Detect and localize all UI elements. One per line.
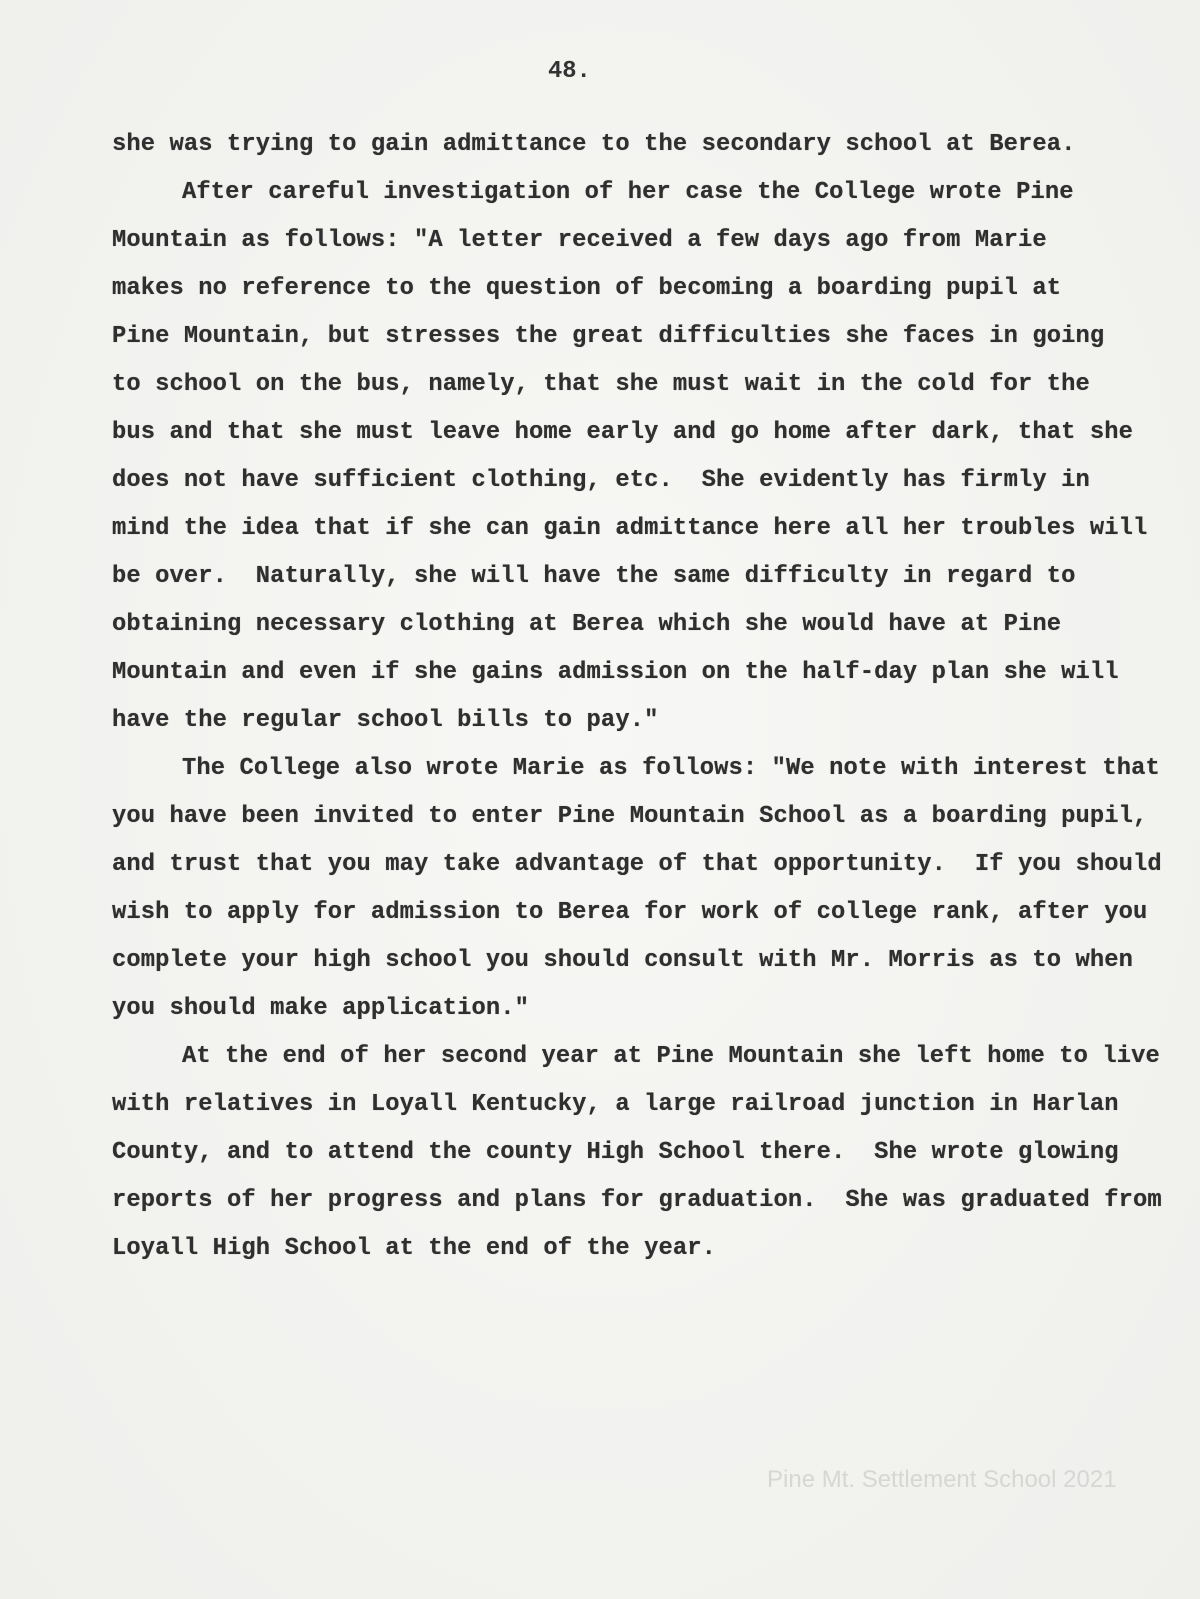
text-line: Pine Mountain, but stresses the great difficulties she faces in going — [112, 323, 1105, 350]
page-number: 48. — [548, 58, 591, 85]
text-line: complete your high school you should consult with Mr. Morris as to when — [112, 947, 1134, 974]
text-line: wish to apply for admission to Berea for work of college rank, after you — [112, 899, 1148, 926]
text-line: with relatives in Loyall Kentucky, a large railroad junction in Harlan — [112, 1091, 1119, 1118]
text-line: mind the idea that if she can gain admittance here all her troubles will — [112, 515, 1148, 542]
text-line: obtaining necessary clothing at Berea which she would have at Pine — [112, 611, 1062, 638]
text-line: does not have sufficient clothing, etc. She evidently has firmly in — [112, 467, 1090, 494]
text-line: County, and to attend the county High School there. She wrote glowing — [112, 1139, 1119, 1166]
text-line: and trust that you may take advantage of that opportunity. If you should — [112, 851, 1162, 878]
watermark: Pine Mt. Settlement School 2021 — [767, 1466, 1117, 1493]
text-line: Loyall High School at the end of the year. — [112, 1235, 716, 1262]
text-line: makes no reference to the question of becoming a boarding pupil at — [112, 275, 1062, 302]
text-line: The College also wrote Marie as follows: "We note with interest that — [182, 755, 1160, 782]
text-line: reports of her progress and plans for graduation. She was graduated from — [112, 1187, 1162, 1214]
text-line: you should make application." — [112, 995, 530, 1022]
text-line: you have been invited to enter Pine Mountain School as a boarding pupil, — [112, 803, 1148, 830]
text-line: Mountain and even if she gains admission on the half-day plan she will — [112, 659, 1119, 686]
text-line: to school on the bus, namely, that she must wait in the cold for the — [112, 371, 1090, 398]
text-line: be over. Naturally, she will have the same difficulty in regard to — [112, 563, 1076, 590]
text-line: bus and that she must leave home early and go home after dark, that she — [112, 419, 1134, 446]
text-line: Mountain as follows: "A letter received a few days ago from Marie — [112, 227, 1047, 254]
text-line: After careful investigation of her case the College wrote Pine — [182, 179, 1074, 206]
text-line: have the regular school bills to pay." — [112, 707, 659, 734]
text-line: she was trying to gain admittance to the secondary school at Berea. — [112, 131, 1076, 158]
text-line: At the end of her second year at Pine Mountain she left home to live — [182, 1043, 1160, 1070]
